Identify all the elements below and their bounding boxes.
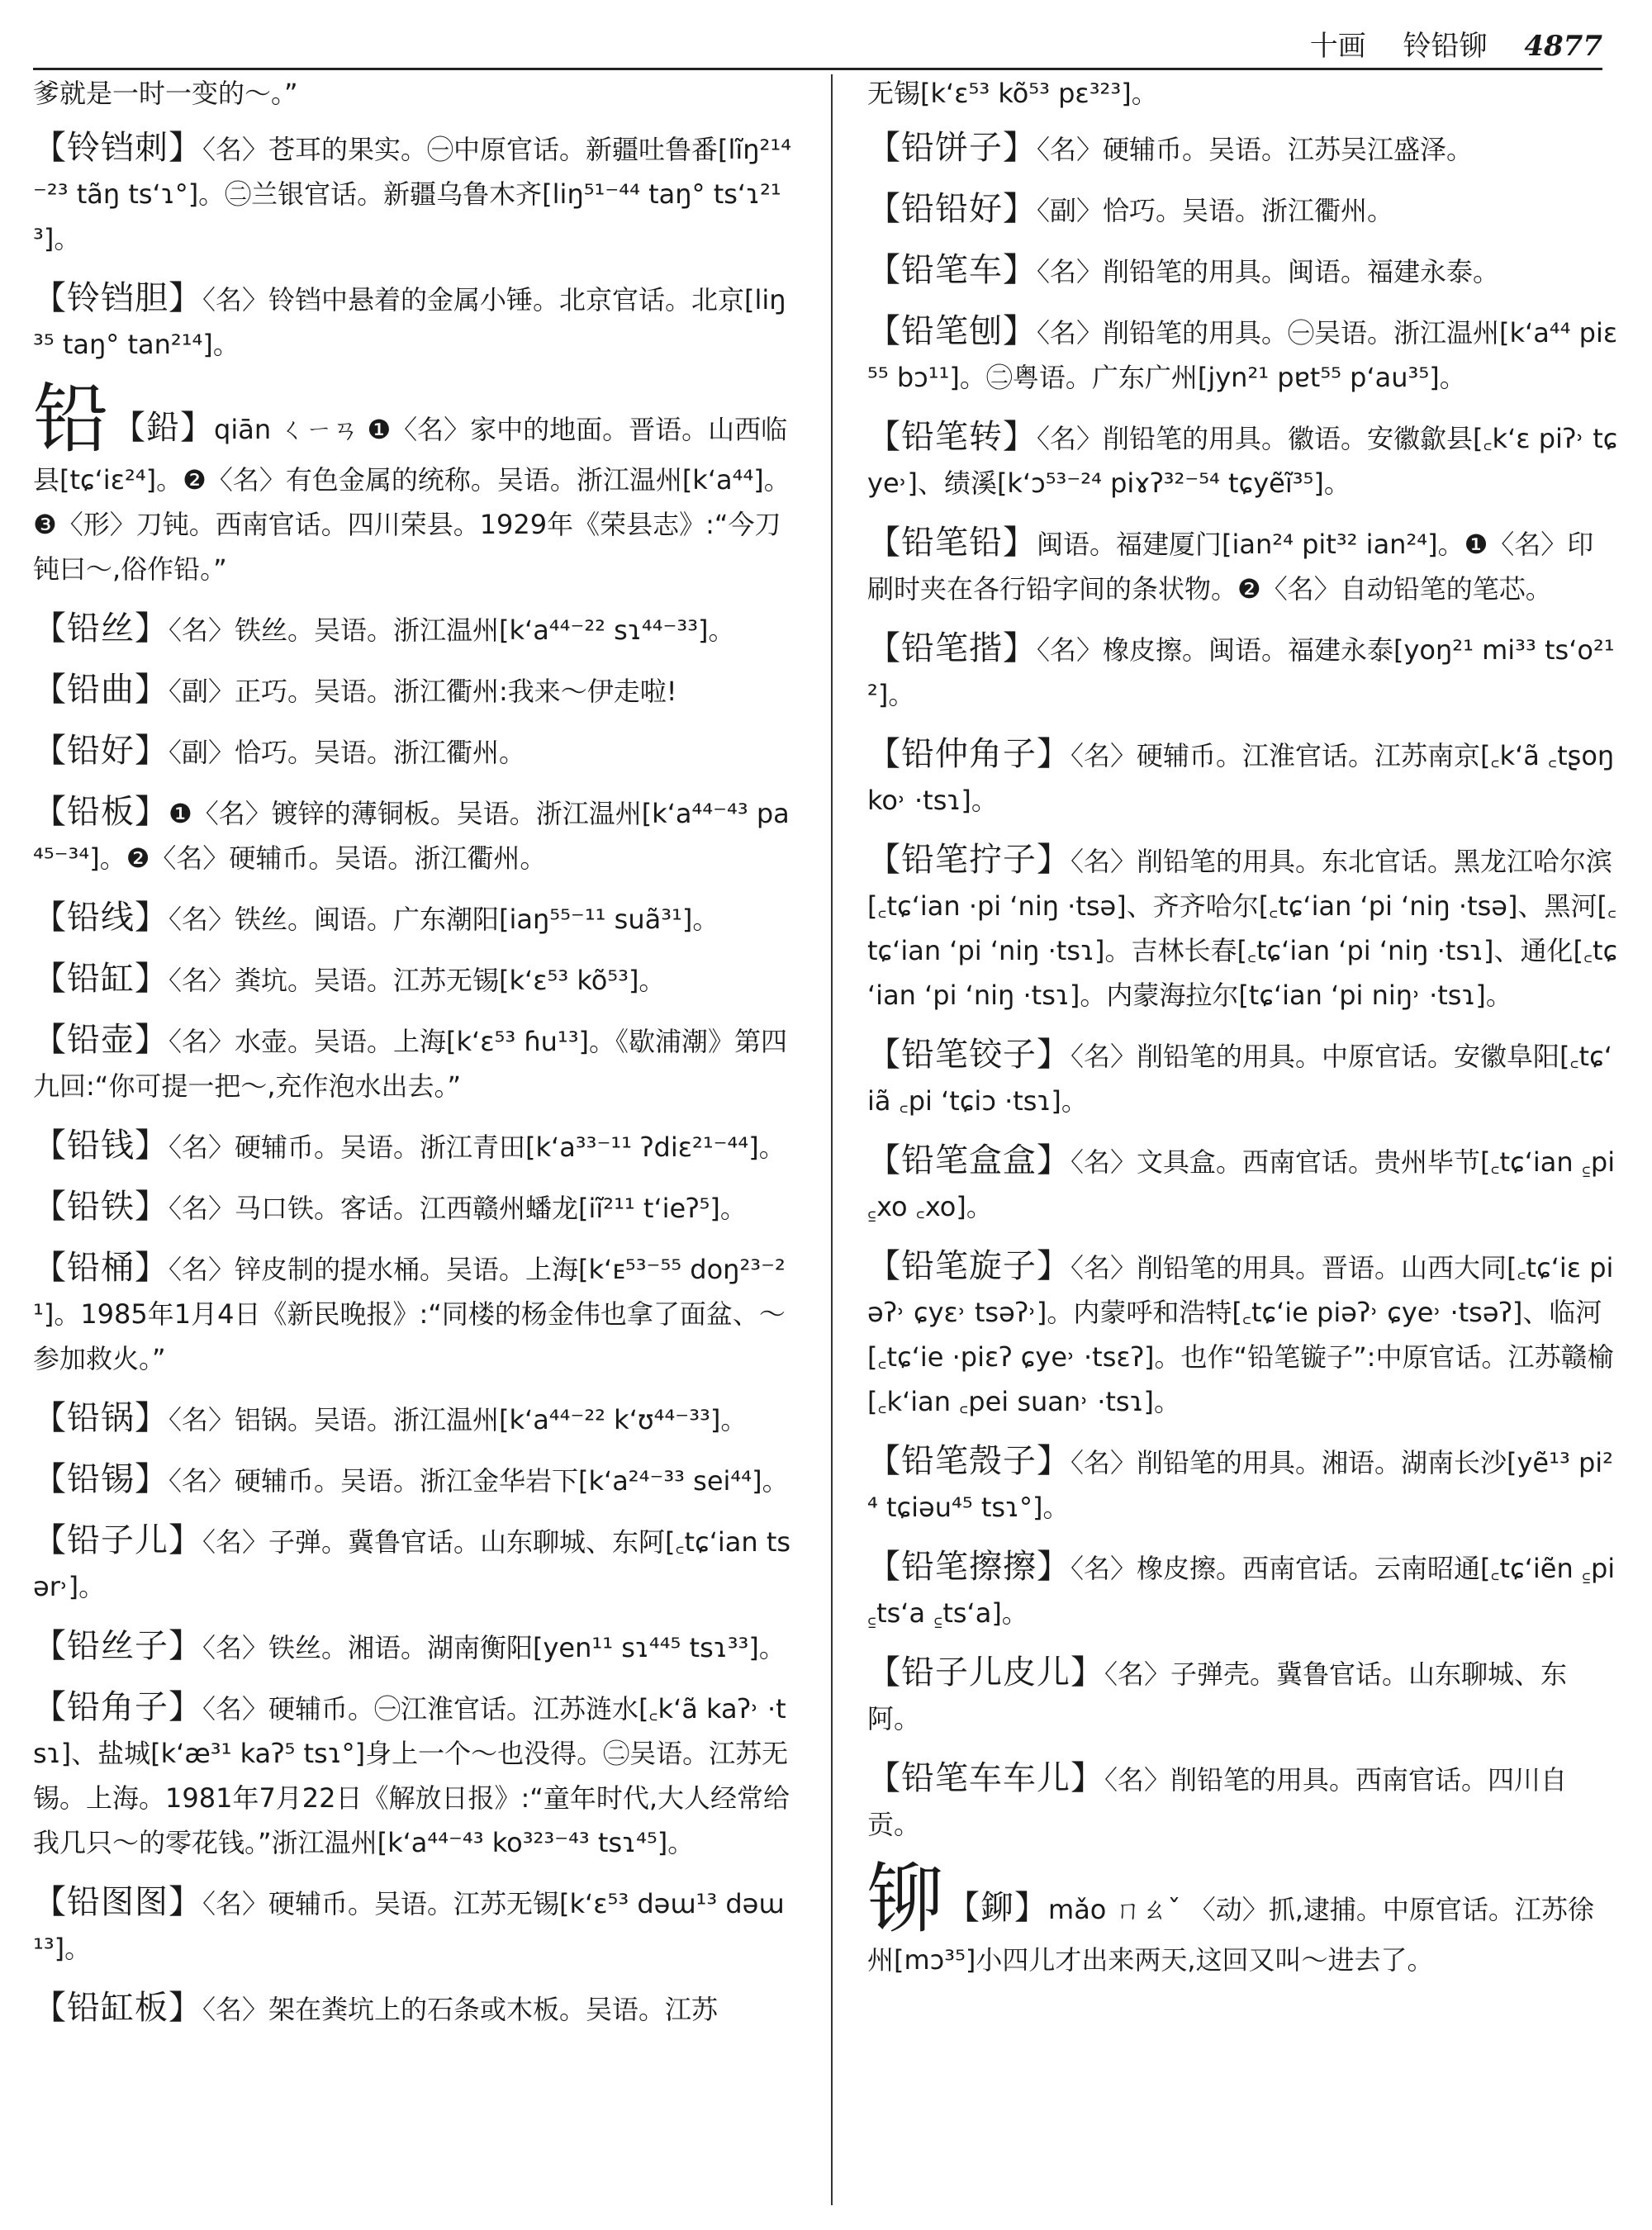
entry-definition: 〈名〉文具盒。西南官话。贵州毕节[꜀tɕʻian ꜁pi ꜁xo ꜀xo]。 <box>867 1146 1616 1222</box>
entry-definition: 〈副〉正巧。吴语。浙江衢州:我来～伊走啦! <box>169 676 677 707</box>
entry-headword: 【铅铁】 <box>33 1188 169 1226</box>
entry-definition: 〈名〉削铅笔的用具。湘语。湖南长沙[yẽ¹³ pi²⁴ tɕiəu⁴⁵ tsɿ°]。 <box>867 1447 1613 1523</box>
entry-definition: 〈名〉削铅笔的用具。东北官话。黑龙江哈尔滨[꜀tɕʻian ·pi ʻniŋ ·tsə]、齐齐哈尔[꜀tɕʻian ʻpi ʻniŋ ·tsə]、黑河[꜀tɕʻian ʻpi ʻniŋ ·tsɿ]。吉林长春[꜀tɕʻian ʻpi ʻniŋ ·tsɿ]、通化[꜀tɕʻian ʻpi ʻniŋ ·tsɿ]。内蒙海拉尔[tɕʻian ʻpi niŋ˒ ·tsɿ]。 <box>867 846 1618 1011</box>
dictionary-entry <box>33 71 793 116</box>
entry-headword: 【铅笔揩】 <box>867 629 1037 667</box>
dictionary-entry <box>33 728 793 775</box>
entry-headword: 【铅角子】 <box>33 1688 202 1726</box>
entry-definition: 〈名〉铁丝。吴语。浙江温州[kʻa⁴⁴⁻²² sɿ⁴⁴⁻³³]。 <box>169 614 735 646</box>
dictionary-entry <box>33 375 793 591</box>
entry-headword: 【铅板】 <box>33 793 169 831</box>
dictionary-entry <box>867 520 1619 611</box>
dictionary-entry <box>33 1624 793 1670</box>
entry-definition: 〈名〉子弹壳。冀鲁官话。山东聊城、东阿。 <box>867 1658 1568 1734</box>
dictionary-entry <box>33 1184 793 1231</box>
entry-definition: 〈名〉铁丝。湘语。湖南衡阳[yen¹¹ sɿ⁴⁴⁵ tsɿ³³]。 <box>202 1632 786 1663</box>
entry-headword: 【铅桶】 <box>33 1249 169 1287</box>
entry-definition: 〈名〉硬辅币。吴语。江苏无锡[kʻɛ⁵³ dəɯ¹³ dəɯ¹³]。 <box>33 1888 785 1964</box>
column-divider <box>831 74 833 2205</box>
entry-definition: 〈名〉削铅笔的用具。晋语。山西大同[꜀tɕʻiɛ piəʔ˒ ɕyɛ˒ tsəʔ˒]。内蒙呼和浩特[꜀tɕʻie piəʔ˒ ɕye˒ ·tsəʔ]、临河[꜀tɕʻie ·piɛʔ ɕye˒ ·tsɛʔ]。也作“铅笔镟子”:中原官话。江苏赣榆[꜀kʻian ꜀pei suan˒ ·tsɿ]。 <box>867 1252 1614 1417</box>
entry-headword: 【铅好】 <box>33 732 169 770</box>
dictionary-entry <box>867 1138 1619 1229</box>
entry-definition: 〈名〉橡皮擦。闽语。福建永泰[yoŋ²¹ mi³³ tsʻo²¹²]。 <box>867 634 1615 710</box>
entry-definition: 〈副〉恰巧。吴语。浙江衢州。 <box>169 737 526 768</box>
dictionary-entry <box>867 126 1619 172</box>
entry-headword: 【铅笔铰子】 <box>867 1036 1070 1074</box>
dictionary-entry <box>867 1756 1619 1847</box>
dictionary-entry <box>867 837 1619 1018</box>
dictionary-entry <box>867 1244 1619 1424</box>
dictionary-entry <box>33 667 793 714</box>
dictionary-entry <box>867 1439 1619 1530</box>
entry-headword: 【铅笔旋子】 <box>867 1247 1070 1285</box>
entry-headword: 【铅笔转】 <box>867 418 1037 456</box>
dictionary-entry <box>33 1880 793 1971</box>
dictionary-entry <box>33 1685 793 1865</box>
dictionary-entry <box>867 309 1619 400</box>
entry-definition: 〈名〉硬辅币。吴语。浙江青田[kʻa³³⁻¹¹ ʔdiɛ²¹⁻⁴⁴]。 <box>169 1132 786 1163</box>
entry-headword: 【铅锅】 <box>33 1399 169 1437</box>
entry-definition: 〈名〉马口铁。客话。江西赣州蟠龙[iĩ²¹¹ tʻieʔ⁵]。 <box>169 1193 747 1224</box>
entry-headword: 【铅缸】 <box>33 960 169 998</box>
page-number: 4877 <box>1524 30 1602 63</box>
entry-definition: 〈名〉水壶。吴语。上海[kʻɛ⁵³ ɦu¹³]。《歇浦潮》第四九回:“你可提一把～,充作泡水出去。” <box>33 1026 788 1102</box>
entry-headword: 【铅锡】 <box>33 1460 169 1498</box>
entry-definition: 〈名〉锌皮制的提水桶。吴语。上海[kʻᴇ⁵³⁻⁵⁵ doŋ²³⁻²¹]。1985年1月4日《新民晚报》:“同楼的杨金伟也拿了面盆、～参加救火。” <box>33 1254 786 1374</box>
right-column <box>867 71 1619 1997</box>
entry-definition: 〈名〉削铅笔的用具。徽语。安徽歙县[꜀kʻɛ piʔ˒ tɕye˒]、绩溪[kʻɔ⁵³⁻²⁴ piɤʔ³²⁻⁵⁴ tɕyẽĩ³⁵]。 <box>867 423 1618 499</box>
entry-headword: 【铅笔车车儿】 <box>867 1759 1104 1797</box>
entry-headword: 【铅线】 <box>33 899 169 937</box>
entry-headword: 【铅笔盒盒】 <box>867 1141 1070 1179</box>
dictionary-entry <box>33 790 793 880</box>
entry-headword: 【铅饼子】 <box>867 129 1037 167</box>
entry-definition: 〈名〉铁丝。闽语。广东潮阳[iaŋ⁵⁵⁻¹¹ suã³¹]。 <box>169 904 719 935</box>
entry-definition: 〈名〉苍耳的果实。㊀中原官话。新疆吐鲁番[lĩŋ²¹⁴⁻²³ tãŋ tsʻɿ°]。㊁兰银官话。新疆乌鲁木齐[liŋ⁵¹⁻⁴⁴ taŋ° tsʻɿ²¹³]。 <box>33 134 792 254</box>
entry-definition: 〈名〉铃铛中悬着的金属小锤。北京官话。北京[liŋ³⁵ taŋ° tan²¹⁴]。 <box>33 284 786 360</box>
entry-headword: 【铃铛胆】 <box>33 279 202 317</box>
entry-headword: 【铅笔铅】 <box>867 524 1037 562</box>
dictionary-entry <box>33 1518 793 1609</box>
entry-headword: 【铅仲角子】 <box>867 735 1070 773</box>
entry-definition: 爹就是一时一变的～。” <box>33 78 298 109</box>
entry-definition: 闽语。福建厦门[ian²⁴ pit³² ian²⁴]。❶〈名〉印刷时夹在各行铅字间的条状物。❷〈名〉自动铅笔的笔芯。 <box>867 529 1594 605</box>
entry-definition: 〈名〉硬辅币。吴语。江苏吴江盛泽。 <box>1037 134 1474 165</box>
dictionary-entry <box>867 1855 1619 1982</box>
entry-headword: 【铅钱】 <box>33 1127 169 1165</box>
entry-definition: 〈名〉削铅笔的用具。西南官话。四川自贡。 <box>867 1764 1568 1840</box>
entry-definition: mǎo ㄇㄠˇ 〈动〉抓,逮捕。中原官话。江苏徐州[mɔ³⁵]小四儿才出来两天,这回又叫～进去了。 <box>867 1894 1594 1976</box>
entry-definition: 〈名〉子弹。冀鲁官话。山东聊城、东阿[꜀tɕʻian tsər˒]。 <box>33 1526 791 1602</box>
page-header <box>33 17 1602 70</box>
dictionary-entry <box>867 626 1619 717</box>
dictionary-entry <box>33 1018 793 1108</box>
entry-character: 铅 <box>33 375 110 463</box>
entry-headword: 【铅子儿皮儿】 <box>867 1654 1104 1691</box>
entry-headword: 【铅铅好】 <box>867 190 1037 228</box>
entry-headword: 【铃铛刺】 <box>33 129 202 167</box>
dictionary-entry <box>867 732 1619 823</box>
entry-definition: 〈副〉恰巧。吴语。浙江衢州。 <box>1037 195 1394 226</box>
entry-headword: 【铅子儿】 <box>33 1521 202 1559</box>
dictionary-entry <box>867 248 1619 294</box>
header-section: 十画 <box>1309 30 1366 63</box>
entry-definition: 〈名〉硬辅币。㊀江淮官话。江苏涟水[꜀kʻã kaʔ˒ ·tsɿ]、盐城[kʻæ³¹ kaʔ⁵ tsɿ°]身上一个～也没得。㊁吴语。江苏无锡。上海。1981年7月22日《解放日报》:“童年时代,大人经常给我几只～的零花钱。”浙江温州[kʻa⁴⁴⁻⁴³ ko³²³⁻⁴³ tsɿ⁴⁵]。 <box>33 1693 790 1858</box>
entry-definition: 〈名〉架在粪坑上的石条或木板。吴语。江苏 <box>202 1994 719 2025</box>
entry-headword: 【铅笔拧子】 <box>867 841 1070 879</box>
entry-headword: 【铅缸板】 <box>33 1989 202 2027</box>
entry-headword: 【铅笔擦擦】 <box>867 1548 1070 1586</box>
entry-headword: 【铅曲】 <box>33 671 169 709</box>
dictionary-entry <box>33 1123 793 1170</box>
entry-definition: ❶〈名〉镀锌的薄铜板。吴语。浙江温州[kʻa⁴⁴⁻⁴³ pa⁴⁵⁻³⁴]。❷〈名〉硬辅币。吴语。浙江衢州。 <box>33 798 790 874</box>
entry-headword: 【铅图图】 <box>33 1883 202 1921</box>
dictionary-entry <box>867 1032 1619 1123</box>
entry-definition: 〈名〉粪坑。吴语。江苏无锡[kʻɛ⁵³ kõ⁵³]。 <box>169 965 666 996</box>
dictionary-entry <box>33 1396 793 1442</box>
entry-definition: 〈名〉削铅笔的用具。㊀吴语。浙江温州[kʻa⁴⁴ piɛ⁵⁵ bɔ¹¹]。㊁粤语。广东广州[jyn²¹ pɐt⁵⁵ pʻau³⁵]。 <box>867 317 1618 393</box>
dictionary-entry <box>33 1457 793 1503</box>
dictionary-entry <box>33 1245 793 1381</box>
entry-definition: 〈名〉铝锅。吴语。浙江温州[kʻa⁴⁴⁻²² kʻʊ⁴⁴⁻³³]。 <box>169 1404 748 1435</box>
entry-headword: 【鉛】 <box>112 409 215 447</box>
dictionary-entry <box>867 415 1619 505</box>
entry-definition: 〈名〉削铅笔的用具。闽语。福建永泰。 <box>1037 256 1500 287</box>
header-wrap <box>1282 23 1602 64</box>
left-column <box>33 71 793 2047</box>
entry-definition: 〈名〉削铅笔的用具。中原官话。安徽阜阳[꜀tɕʻiã ꜀pi ʻtɕiɔ ·tsɿ]。 <box>867 1041 1612 1117</box>
entry-definition: 无锡[kʻɛ⁵³ kõ⁵³ pɛ³²³]。 <box>867 78 1158 109</box>
dictionary-entry <box>867 1544 1619 1635</box>
dictionary-entry <box>867 1650 1619 1741</box>
entry-headword: 【铅丝】 <box>33 610 169 648</box>
entry-definition: qiān ㄑㄧㄢ ❶〈名〉家中的地面。晋语。山西临县[tɕʻiɛ²⁴]。❷〈名〉有色金属的统称。吴语。浙江温州[kʻa⁴⁴]。❸〈形〉刀钝。西南官话。四川荣县。1929年《荣县志》:“今刀钝曰～,俗作铅。” <box>33 414 790 585</box>
entry-definition: 〈名〉硬辅币。江淮官话。江苏南京[꜀kʻã ꜀tʂoŋ ko˒ ·tsɿ]。 <box>867 740 1615 816</box>
dictionary-entry <box>33 276 793 367</box>
entry-headword: 【铅壶】 <box>33 1021 169 1059</box>
dictionary-entry <box>33 895 793 942</box>
dictionary-entry <box>867 187 1619 233</box>
header-chars: 铃铅铆 <box>1403 30 1488 63</box>
entry-definition: 〈名〉硬辅币。吴语。浙江金华岩下[kʻa²⁴⁻³³ sei⁴⁴]。 <box>169 1465 789 1497</box>
entry-headword: 【铅丝子】 <box>33 1627 202 1665</box>
entry-headword: 【铅笔车】 <box>867 251 1037 289</box>
entry-definition: 〈名〉橡皮擦。西南官话。云南昭通[꜀tɕʻiẽn ꜁pi ꜁tsʻa ꜁tsʻa]。 <box>867 1553 1616 1629</box>
dictionary-entry <box>33 956 793 1003</box>
dictionary-entry <box>33 1986 793 2032</box>
dictionary-entry <box>33 126 793 261</box>
dictionary-entry <box>33 606 793 652</box>
entry-character: 铆 <box>867 1855 944 1943</box>
dictionary-entry <box>867 71 1619 116</box>
entry-headword: 【铅笔刨】 <box>867 312 1037 350</box>
entry-headword: 【铅笔殼子】 <box>867 1442 1070 1480</box>
entry-headword: 【鉚】 <box>947 1889 1049 1927</box>
